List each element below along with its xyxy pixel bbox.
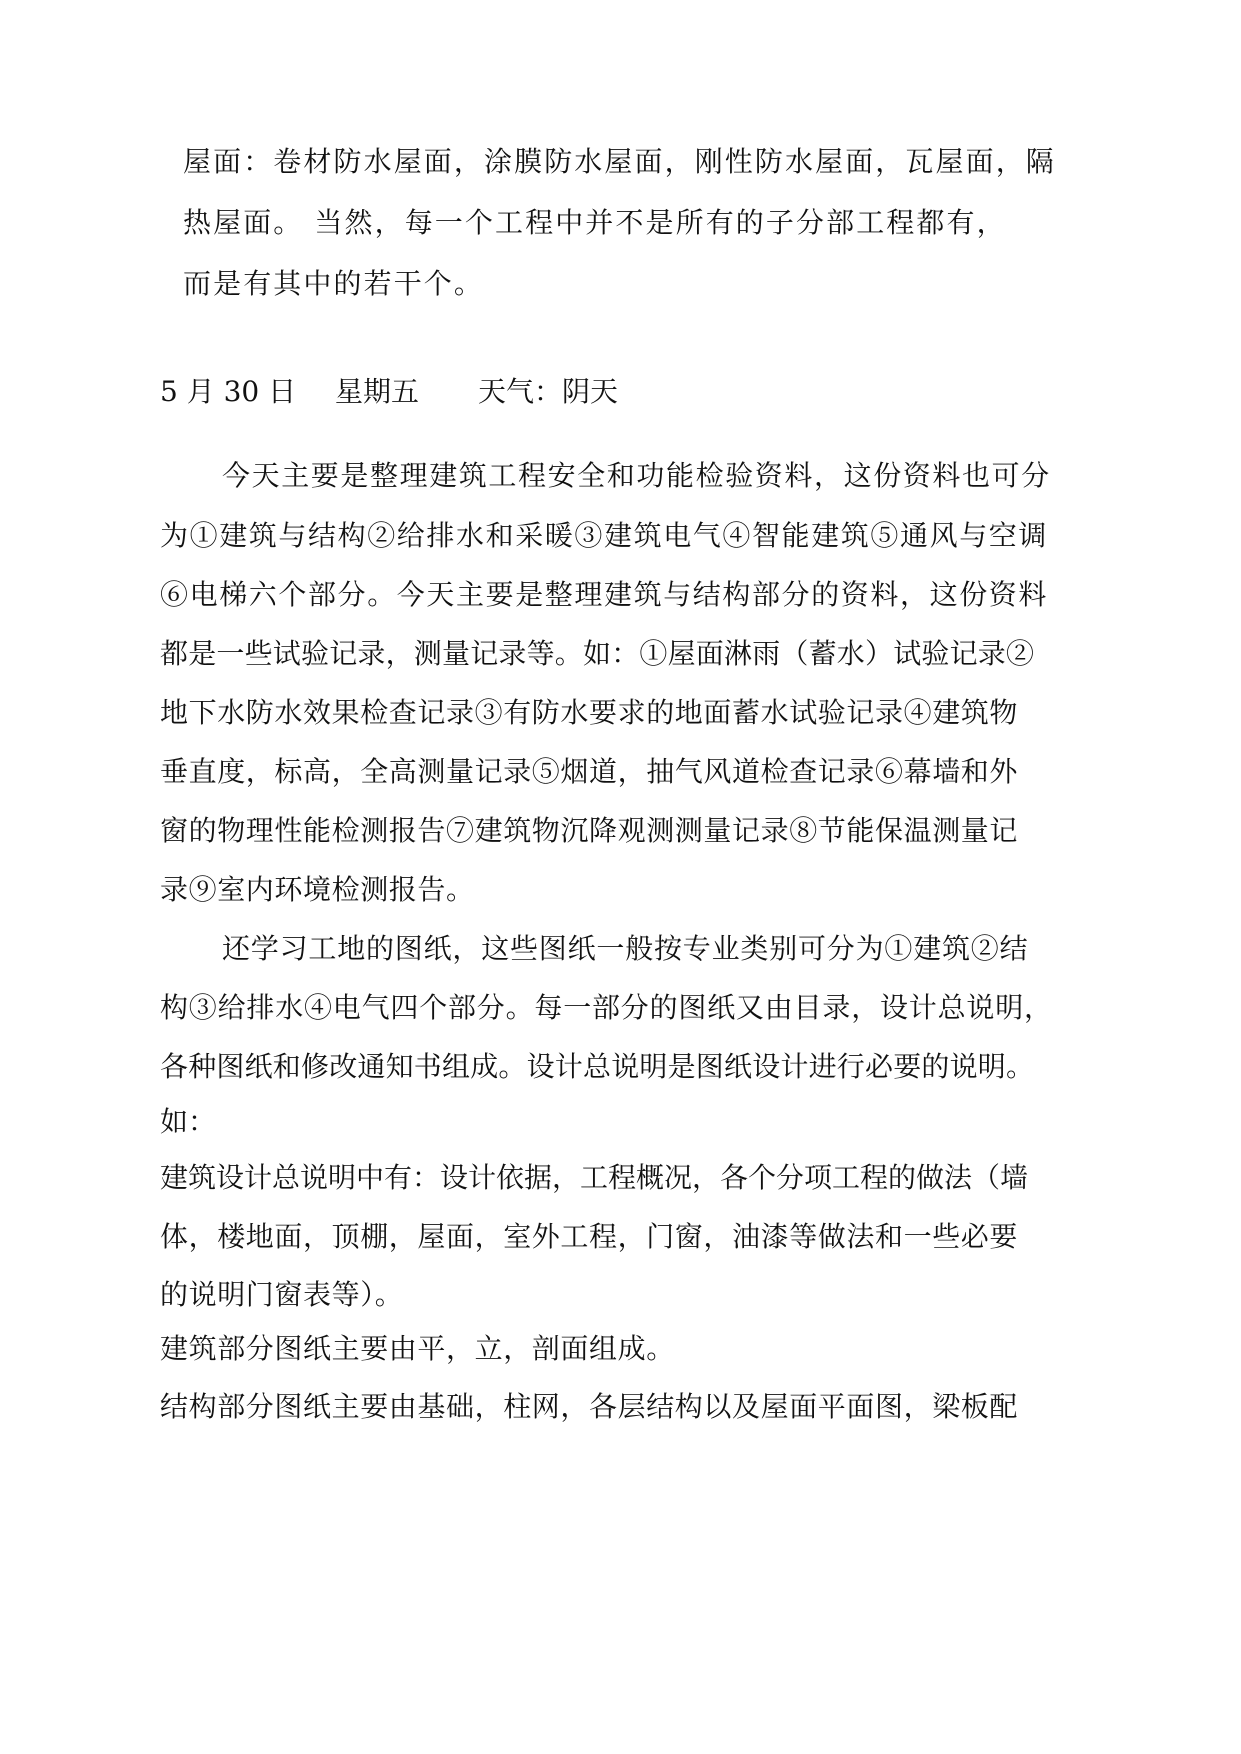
text-line: 如： <box>160 1105 217 1138</box>
text-line: 的说明门窗表等）。 <box>160 1278 404 1311</box>
text-line: 构③给排水④电气四个部分。每一部分的图纸又由目录，设计总说明， <box>160 991 1053 1024</box>
text-line: 为①建筑与结构②给排水和采暖③建筑电气④智能建筑⑤通风与空调 <box>160 519 1049 552</box>
text-line: 建筑部分图纸主要由平，立，剖面组成。 <box>160 1332 675 1365</box>
entry-date: 5 月 30 日 <box>160 375 297 408</box>
text-line: ⑥电梯六个部分。今天主要是整理建筑与结构部分的资料，这份资料 <box>160 578 1049 611</box>
text-line-part: 热屋面。 当然，每一个工程中并不是所有的子分部工程都有， <box>183 206 1007 239</box>
text-line: 还学习工地的图纸，这些图纸一般按专业类别可分为①建筑②结 <box>222 932 1029 965</box>
text-line: 结构部分图纸主要由基础，柱网，各层结构以及屋面平面图，梁板配 <box>160 1390 1019 1423</box>
text-line: 地下水防水效果检查记录③有防水要求的地面蓄水试验记录④建筑物 <box>160 696 1019 729</box>
entry-weekday: 星期五 <box>335 375 420 408</box>
text-line: 垂直度，标高，全高测量记录⑤烟道，抽气风道检查记录⑥幕墙和外 <box>160 755 1019 788</box>
text-line: 屋面：卷材防水屋面，涂膜防水屋面，刚性防水屋面，瓦屋面，隔 <box>183 145 1056 178</box>
text-line: 都是一些试验记录，测量记录等。如：①屋面淋雨（蓄水）试验记录② <box>160 637 1035 670</box>
text-line: 建筑设计总说明中有：设计依据，工程概况，各个分项工程的做法（墙 <box>160 1161 1029 1194</box>
entry-weather: 天气：阴天 <box>478 375 619 408</box>
text-line: 窗的物理性能检测报告⑦建筑物沉降观测测量记录⑧节能保温测量记 <box>160 814 1019 847</box>
text-line: 各种图纸和修改通知书组成。设计总说明是图纸设计进行必要的说明。 <box>160 1050 1035 1083</box>
text-line: 而是有其中的若干个。 <box>183 267 485 300</box>
text-line: 今天主要是整理建筑工程安全和功能检验资料，这份资料也可分 <box>222 459 1051 492</box>
text-line: 体，楼地面，顶棚，屋面，室外工程，门窗，油漆等做法和一些必要 <box>160 1220 1019 1253</box>
text-line <box>183 203 1007 243</box>
text-line: 录⑨室内环境检测报告。 <box>160 873 475 906</box>
